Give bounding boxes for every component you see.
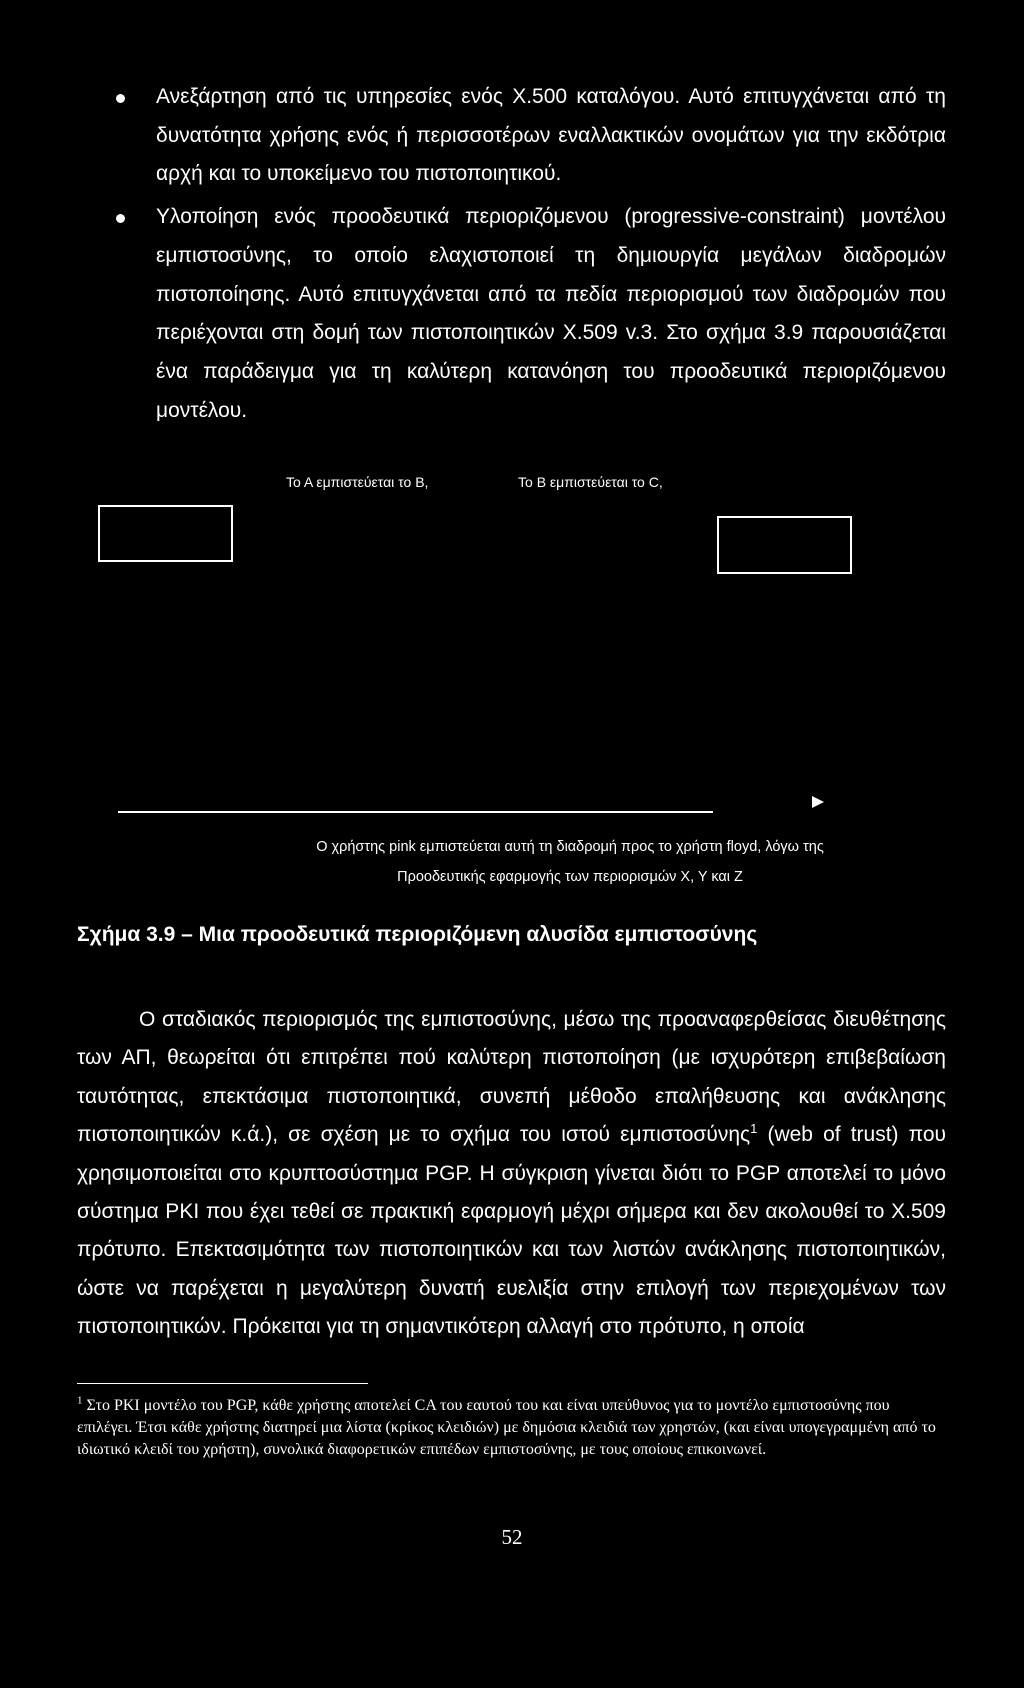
figure-connector-line	[118, 811, 713, 813]
figure-caption-line-2: Προοδευτικής εφαρμογής των περιορισμών Χ, Υ και Ζ	[397, 869, 743, 885]
figure-label-b-trusts-c: Το Β εμπιστεύεται το C,	[518, 474, 663, 490]
bullet-text: Ανεξάρτηση από τις υπηρεσίες ενός Χ.500 καταλόγου. Αυτό επιτυγχάνεται από τη δυνατότητα χρήσης ενός ή περισσοτέρων εναλλακτικών ονομάτων για την εκδότρια αρχή και το υποκείμενο του πιστοποιητικού.	[156, 85, 946, 186]
page-number: 52	[501, 1525, 523, 1549]
figure-caption-line-1: Ο χρήστης pink εμπιστεύεται αυτή τη διαδρομή προς το χρήστη floyd, λόγω της	[316, 839, 824, 855]
bullet-dot-icon	[116, 214, 125, 223]
footnote-reference: 1	[750, 1121, 758, 1137]
footnote-marker: 1	[77, 1394, 83, 1407]
bullet-text: Υλοποίηση ενός προοδευτικά περιοριζόμενου (progressive-constraint) μοντέλου εμπιστοσύνης, το οποίο ελαχιστοποιεί τη δημιουργία μεγάλων διαδρομών πιστοποίησης. Αυτό επιτυγχάνεται από τα πεδία περιορισμού των διαδρομών που περιέχονται στη δομή των πιστοποιητικών Χ.509 v.3. Στο σχήμα 3.9 παρουσιάζεται ένα παράδειγμα για τη καλύτερη κατανόηση του προοδευτικά περιοριζόμενου μοντέλου.	[156, 205, 946, 422]
figure-box-left	[98, 505, 233, 562]
arrow-right-icon	[812, 796, 824, 808]
body-text-part-2: (web of trust) που χρησιμοποιείται στο κρυπτοσύστημα PGP. Η σύγκριση γίνεται διότι το PGP αποτελεί το μόνο σύστημα PKI που έχει τεθεί σε πρακτική εφαρμογή μέχρι σήμερα και δεν ακολουθεί το Χ.509 πρότυπο. Επεκτασιμότητα των πιστοποιητικών και των λιστών ανάκλησης πιστοποιητικών, ώστε να παρέχεται η μεγαλύτερη δυνατή ευελιξία στην επιλογή των περιεχομένων των πιστοποιητικών. Πρόκειται για τη σημαντικότερη αλλαγή στο πρότυπο, η οποία	[77, 1123, 946, 1339]
bullet-list	[116, 78, 946, 434]
figure-label-a-trusts-b: Το Α εμπιστεύεται το Β,	[286, 474, 429, 490]
figure-box-right	[717, 516, 852, 574]
footnote	[77, 1395, 946, 1461]
bullet-item	[116, 78, 946, 194]
footnote-separator	[77, 1383, 368, 1384]
bullet-dot-icon	[116, 94, 125, 103]
bullet-item	[116, 198, 946, 430]
footnote-text: Στο PKI μοντέλο του PGP, κάθε χρήστης αποτελεί CA του εαυτού του και είναι υπεύθυνος για το μοντέλο εμπιστοσύνης που επιλέγει. Έτσι κάθε χρήστης διατηρεί μια λίστα (κρίκος κλειδιών) με δημόσια κλειδιά των χρηστών, (και είναι υπογεγραμμένη από το ιδιωτικό κλειδί του χρήστη), συνολικά διαφορετικών επιπέδων εμπιστοσύνης, με τους οποίους επικοινωνεί.	[77, 1397, 936, 1458]
body-paragraph	[77, 1001, 946, 1347]
body-text-part-1: Ο σταδιακός περιορισμός της εμπιστοσύνης, μέσω της προαναφερθείσας διευθέτησης των ΑΠ, θεωρείται ότι επιτρέπει πού καλύτερη πιστοποίηση (με ισχυρότερη επιβεβαίωση ταυτότητας, επεκτάσιμα πιστοποιητικά, συνεπή μέθοδο επαλήθευσης και ανάκλησης πιστοποιητικών κ.ά.), σε σχέση με το σχήμα του ιστού εμπιστοσύνης	[77, 1008, 946, 1147]
figure-title: Σχήμα 3.9 – Μια προοδευτικά περιοριζόμενη αλυσίδα εμπιστοσύνης	[77, 923, 758, 946]
